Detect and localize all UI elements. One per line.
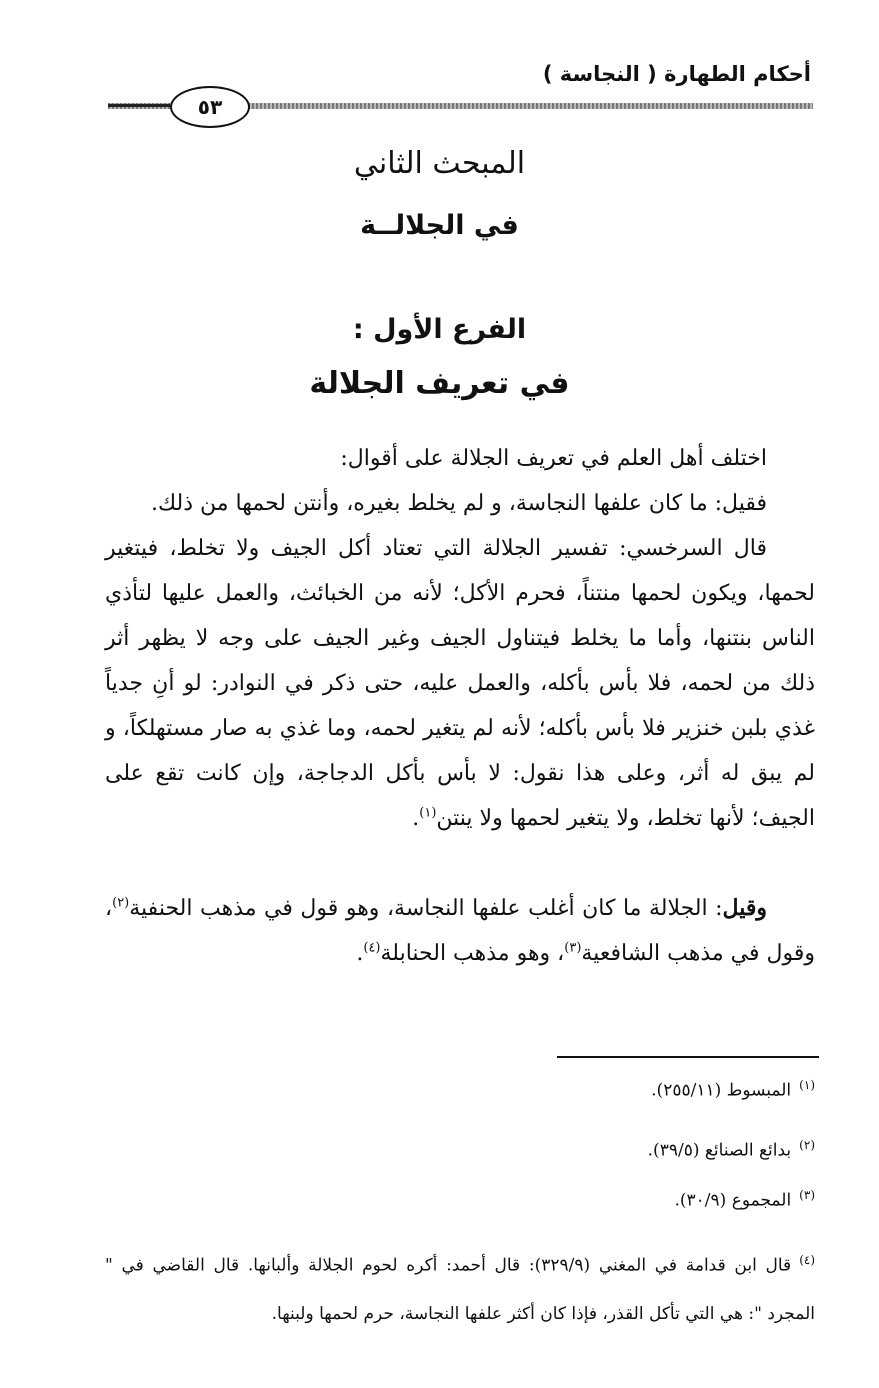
page-number-badge	[170, 86, 250, 128]
footnote-separator	[557, 1056, 819, 1058]
footnote-4	[105, 1236, 815, 1338]
footnote-1-text: المبسوط (٢٥٥/١١).	[651, 1080, 792, 1101]
page-number: ٥٣	[197, 95, 223, 119]
footnote-1-number: (١)	[799, 1078, 815, 1092]
footnote-ref-1[interactable]: (١)	[419, 805, 437, 821]
header-rule-left	[108, 104, 170, 107]
running-header: أحكام الطهارة ( النجاسة )	[542, 62, 811, 86]
paragraph-3	[105, 526, 815, 841]
section-topic: في الجلالــة	[360, 210, 519, 241]
footnote-2-number: (٢)	[799, 1138, 815, 1152]
footnote-3	[105, 1188, 815, 1211]
footnote-2-text: بدائع الصنائع (٣٩/٥).	[647, 1140, 792, 1161]
section-title: المبحث الثاني	[353, 146, 526, 181]
footnote-1	[105, 1078, 815, 1101]
branch-topic: في تعريف الجلالة	[309, 366, 570, 401]
paragraph-4-text-b: ، وقول في مذهب الشافعية	[105, 896, 815, 966]
footnote-4-text: قال ابن قدامة في المغني (٣٢٩/٩): قال أحمد: أكره لحوم الجلالة وألبانها. قال القاضي في " المجرد ": هي التي تأكل القذر، فإذا كان أكثر علفها النجاسة، حرم لحمها ولبنها.	[105, 1255, 815, 1324]
footnote-3-text: المجموع (٣٠/٩).	[674, 1190, 792, 1211]
paragraph-3-end: .	[412, 806, 420, 831]
footnote-ref-3[interactable]: (٣)	[564, 940, 582, 956]
paragraph-2	[105, 481, 815, 526]
branch-title: الفرع الأول :	[352, 314, 527, 345]
footnote-2	[105, 1138, 815, 1161]
paragraph-4-lead: وقيل	[722, 895, 767, 921]
paragraph-1	[105, 436, 815, 481]
paragraph-4	[105, 886, 815, 976]
paragraph-1-text: اختلف أهل العلم في تعريف الجلالة على أقوال:	[340, 446, 767, 471]
paragraph-4-text-c: ، وهو مذهب الحنابلة	[380, 941, 565, 966]
footnote-4-number: (٤)	[799, 1253, 816, 1267]
paragraph-2-text: فقيل: ما كان علفها النجاسة، و لم يخلط بغيره، وأنتن لحمها من ذلك.	[150, 491, 767, 516]
footnote-ref-2[interactable]: (٢)	[112, 895, 130, 911]
paragraph-4-text-a: : الجلالة ما كان أغلب علفها النجاسة، وهو قول في مذهب الحنفية	[129, 896, 723, 921]
footnote-ref-4[interactable]: (٤)	[363, 940, 381, 956]
paragraph-3-text: قال السرخسي: تفسير الجلالة التي تعتاد أكل الجيف ولا تخلط، فيتغير لحمها، ويكون لحمها منتناً، فحرم الأكل؛ لأنه من الخبائث، والعمل عليها لتأذي الناس بنتنها، وأما ما يخلط فيتناول الجيف وغير الجيف على وجه لا يظهر أثر ذلك من لحمه، فلا بأس بأكله، والعمل عليه، حتى ذكر في النوادر: لو أنِ جدياً غذي بلبن خنزير فلا بأس بأكله؛ لأنه لم يتغير لحمه، وما غذي به صار مستهلكاً، و لم يبق له أثر، وعلى هذا نقول: لا بأس بأكل الدجاجة، وإن كانت تقع على الجيف؛ لأنها تخلط، ولا يتغير لحمها ولا ينتن	[105, 536, 815, 831]
footnote-3-number: (٣)	[799, 1188, 815, 1202]
paragraph-4-text-d: .	[356, 941, 364, 966]
